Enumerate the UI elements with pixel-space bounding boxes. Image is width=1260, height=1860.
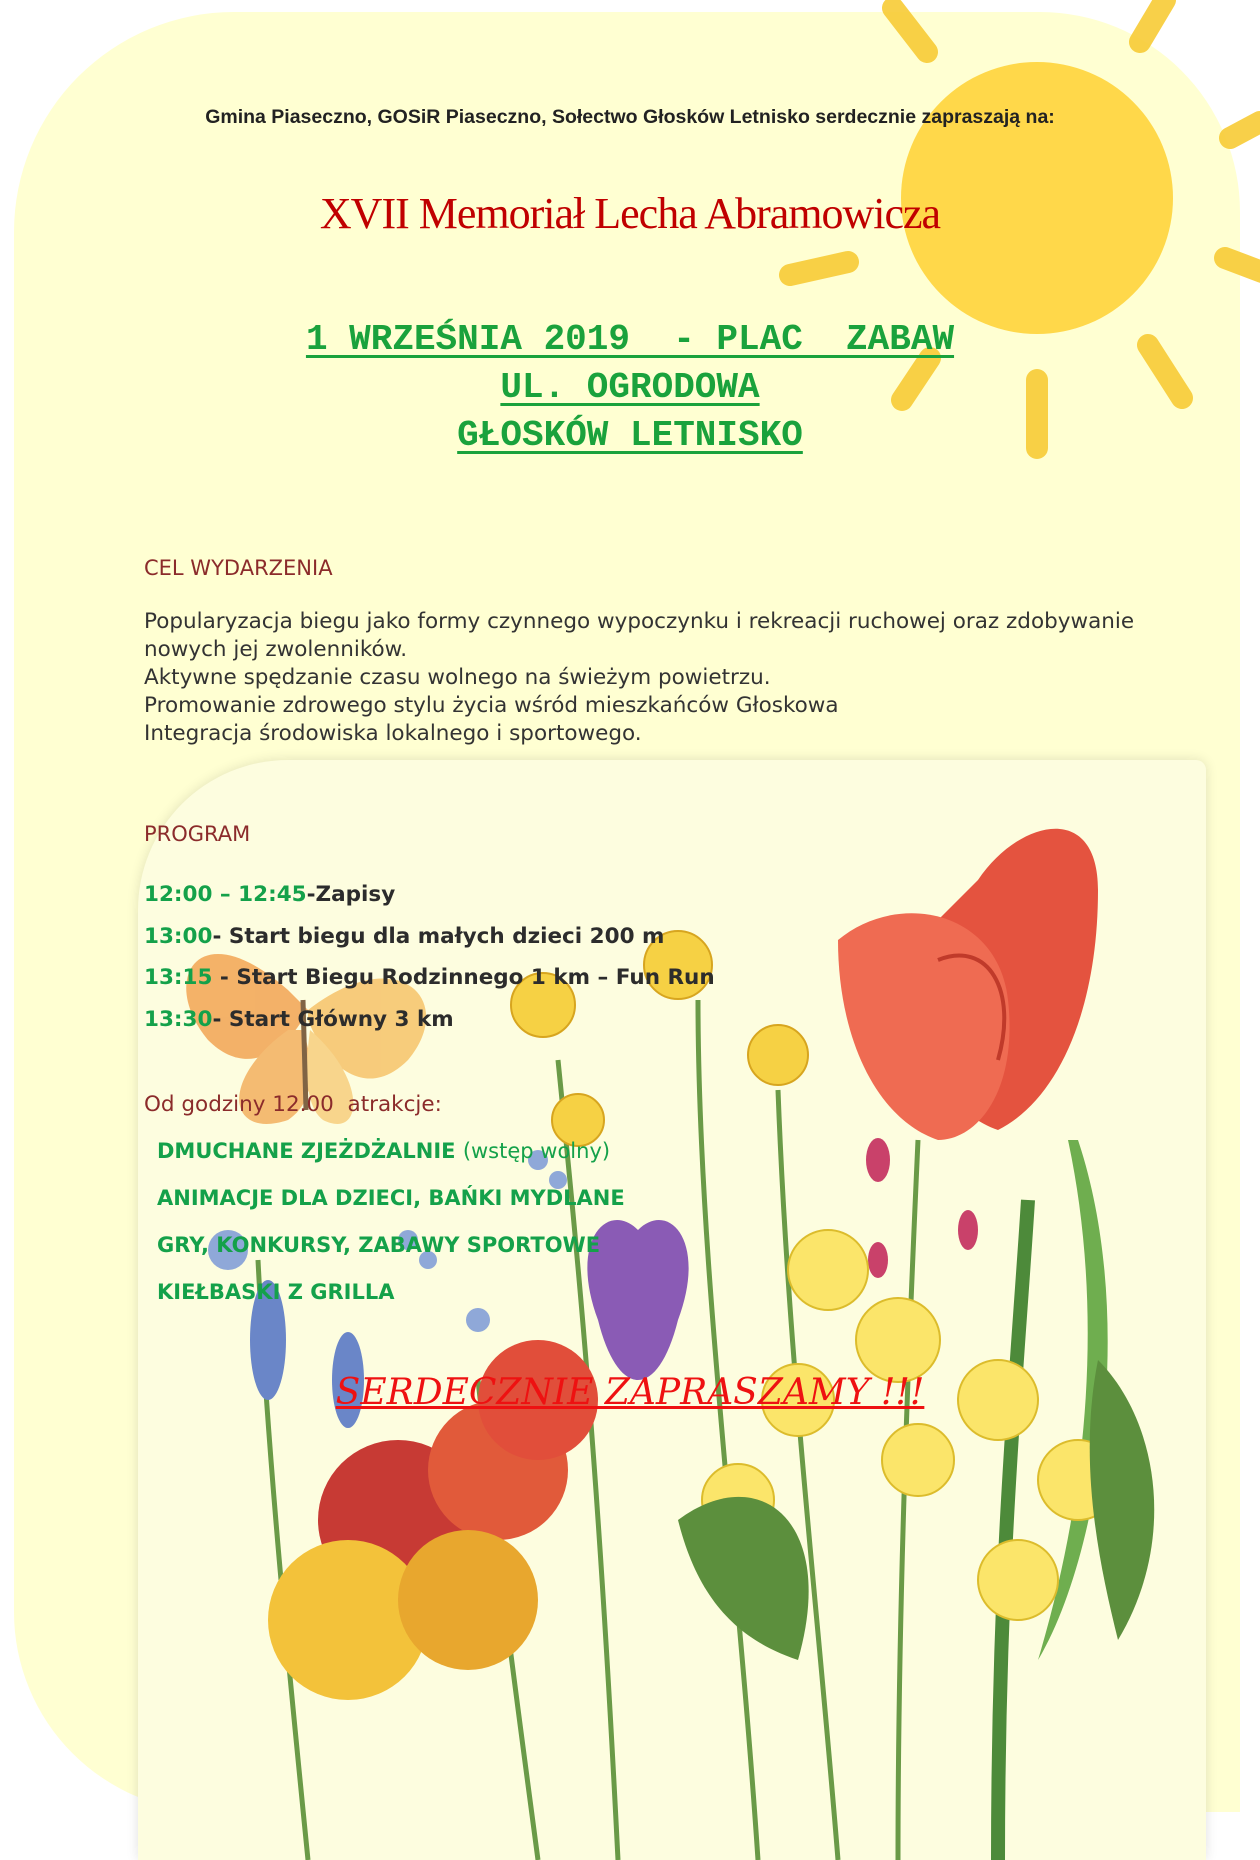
event-date-place: 1 WRZEŚNIA 2019 - PLAC ZABAW <box>305 319 955 360</box>
attractions-label: Od godziny 12.00 atrakcje: <box>144 1092 442 1117</box>
program-item: 13:30- Start Główny 3 km <box>144 1006 454 1032</box>
event-street: UL. OGRODOWA <box>500 367 760 408</box>
goal-line: Popularyzacja biegu jako formy czynnego wypoczynku i rekreacji ruchowej oraz zdobywanie <box>144 609 1135 634</box>
closing-invitation: SERDECZNIE ZAPRASZAMY !!! <box>335 1372 925 1413</box>
goal-line: Aktywne spędzanie czasu wolnego na świeżym powietrzu. <box>144 665 771 690</box>
organizers-line: Gmina Piaseczno, GOSiR Piaseczno, Sołectwo Głosków Letnisko serdecznie zapraszają na: <box>205 106 1055 128</box>
goal-line: nowych jej zwolenników. <box>144 637 408 662</box>
program-item: 12:00 – 12:45-Zapisy <box>144 882 396 907</box>
attraction-item: KIEŁBASKI Z GRILLA <box>157 1280 395 1304</box>
goal-line: Integracja środowiska lokalnego i sportowego. <box>144 721 642 746</box>
program-heading: PROGRAM <box>144 822 251 846</box>
goal-text <box>144 608 1144 748</box>
program-list <box>144 874 715 1040</box>
goal-heading: CEL WYDARZENIA <box>144 556 333 580</box>
attraction-item: DMUCHANE ZJEŻDŻALNIE (wstęp wolny) <box>157 1139 611 1163</box>
event-title: XVII Memoriał Lecha Abramowicza <box>319 189 941 238</box>
attractions-list <box>157 1128 625 1316</box>
program-item: 13:15 - Start Biegu Rodzinnego 1 km – Fun Run <box>144 965 715 990</box>
goal-line: Promowanie zdrowego stylu życia wśród mieszkańców Głoskowa <box>144 693 839 718</box>
event-location <box>0 316 1260 460</box>
event-town: GŁOSKÓW LETNISKO <box>457 415 803 456</box>
attraction-item: GRY, KONKURSY, ZABAWY SPORTOWE <box>157 1233 601 1257</box>
program-item: 13:00- Start biegu dla małych dzieci 200 m <box>144 923 665 949</box>
attraction-item: ANIMACJE DLA DZIECI, BAŃKI MYDLANE <box>157 1186 625 1210</box>
